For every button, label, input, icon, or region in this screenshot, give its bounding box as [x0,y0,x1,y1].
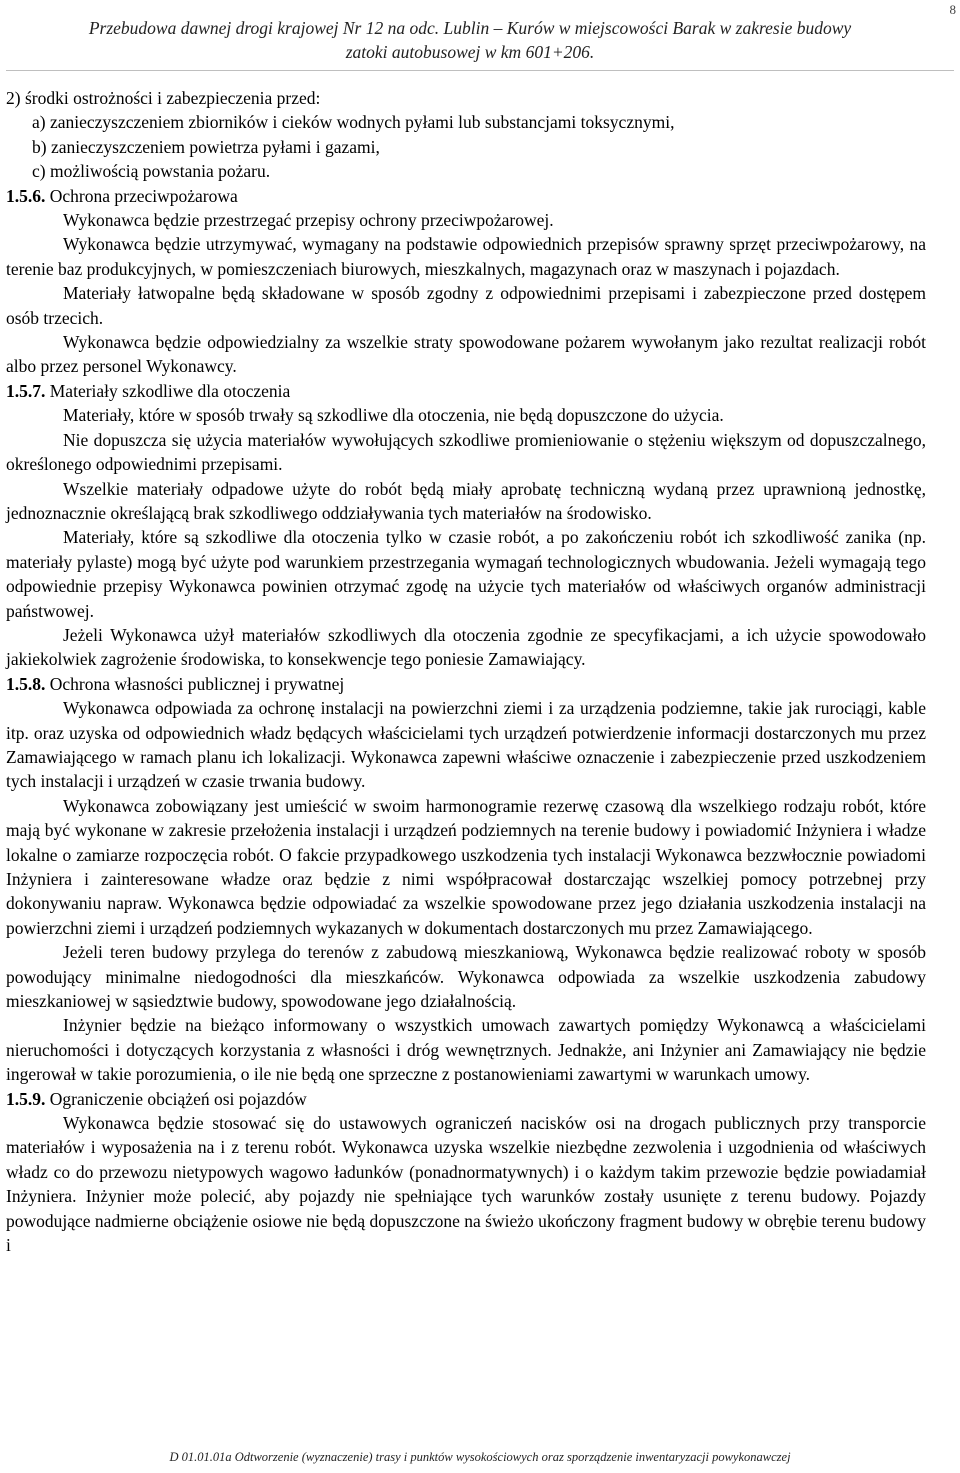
list-item-b: b) zanieczyszczeniem powietrza pyłami i gazami, [32,136,380,157]
paragraph: Wykonawca będzie utrzymywać, wymagany na podstawie odpowiednich przepisów sprawny sprzęt przeciwpożarowy, na terenie baz produkcyjnych, w pomieszczeniach biurowych, mieszkalnych, magazynach oraz w maszynach i pojazdach. [6,234,926,279]
header-divider [6,70,954,71]
paragraph: Wykonawca zobowiązany jest umieścić w swoim harmonogramie rezerwę czasową dla wszelkiego rodzaju robót, które mają być wykonane w zakresie przełożenia instalacji i urządzeń podziemnych na terenie budowy i powiadomić Inżyniera i władze lokalne o zamiarze rozpoczęcia robót. O fakcie przypadkowego uszkodzenia tych instalacji Wykonawca bezzwłocznie powiadomi Inżyniera i zainteresowane władze oraz będzie z nimi współpracował dostarczając wszelkiej pomocy potrzebnej przy dokonywaniu napraw. Wykonawca będzie odpowiadać za wszelkie spowodowane przez jego działania uszkodzenia instalacji na powierzchni ziemi i urządzeń podziemnych wykazanych w dokumentach dostarczonych mu przez Zamawiającego. [6,795,926,938]
section-heading-1-5-9 [6,1087,926,1111]
paragraph: Jeżeli Wykonawca użył materiałów szkodliwych dla otoczenia zgodnie ze specyfikacjami, a ich użycie spowodowało jakiekolwiek zagrożenie środowiska, to konsekwencje tego poniesie Zamawiający. [6,624,926,670]
paragraph: Inżynier będzie na bieżąco informowany o wszystkich umowach zawartych pomiędzy Wykonawcą a właścicielami nieruchomości i dotyczących korzystania z własności i dróg wewnętrznych. Jednakże, ani Inżynier ani Zamawiający nie będzie ingerował w takie porozumienia, o ile nie będą one sprzeczne z postanowieniami zawartymi w warunkach umowy. [6,1015,926,1085]
section-number: 1.5.8. [6,673,46,694]
page-number: 8 [949,2,956,17]
paragraph: Wykonawca będzie odpowiedzialny za wszelkie straty spowodowane pożarem wywołanym jako rezultat realizacji robót albo przez personel Wykonawcy. [6,332,926,377]
document-body [6,86,926,1258]
section-title: Ochrona własności publicznej i prywatnej [49,673,345,694]
list-intro: 2) środki ostrożności i zabezpieczenia przed: [6,88,321,108]
paragraph: Wykonawca będzie stosować się do ustawowych ograniczeń nacisków osi na drogach publicznych przy transporcie materiałów i wyposażenia na i z terenu robót. Wykonawca uzyska wszelkie niezbędne zezwolenia i uzgodnienia od właściwych władz co do przewozu nietypowych wagowo ładunków (ponadnormatywnych) i o każdym takim przewozie będzie powiadamiał Inżyniera. Inżynier może polecić, aby pojazdy nie spełniające tych warunków zostały usunięte z terenu budowy. Pojazdy powodujące nadmierne obciążenie osiowe nie będą dopuszczone na świeżo ukończony fragment budowy w obrębie terenu budowy i [6,1113,926,1256]
section-title: Ochrona przeciwpożarowa [49,185,238,206]
header-title-line-1: Przebudowa dawnej drogi krajowej Nr 12 na odc. Lublin – Kurów w miejscowości Barak w zakresie budowy [88,18,852,38]
paragraph: Wykonawca będzie przestrzegać przepisy ochrony przeciwpożarowej. [63,210,554,231]
paragraph: Wszelkie materiały odpadowe użyte do robót będą miały aprobatę techniczną wydaną przez uprawnioną jednostkę, jednoznacznie określającą brak szkodliwego oddziaływania tych materiałów na środowisko. [6,478,926,523]
page-header [0,16,940,64]
paragraph: Wykonawca odpowiada za ochronę instalacji na powierzchni ziemi i za urządzenia podziemne, takie jak rurociągi, kable itp. oraz uzyska od odpowiednich władz będących właścicielami tych urządzeń potwierdzenie informacji dostarczonych mu przez Zamawiającego w ramach planu ich lokalizacji. Wykonawca zapewni właściwe oznaczenie i zabezpieczenie przed uszkodzeniem tych instalacji i urządzeń w czasie trwania budowy. [6,698,926,792]
page-footer: D 01.01.01a Odtworzenie (wyznaczenie) trasy i punktów wysokościowych oraz sporządzenie inwentaryzacji powykonawczej [169,1450,791,1464]
list-item-a: a) zanieczyszczeniem zbiorników i cieków wodnych pyłami lub substancjami toksycznymi, [32,112,675,133]
section-heading-1-5-6 [6,184,926,208]
section-title: Ograniczenie obciążeń osi pojazdów [49,1088,307,1109]
paragraph: Materiały, które w sposób trwały są szkodliwe dla otoczenia, nie będą dopuszczone do użycia. [63,405,724,426]
section-heading-1-5-8 [6,672,926,696]
section-heading-1-5-7 [6,379,926,403]
section-number: 1.5.9. [6,1088,46,1109]
header-title-line-2: zatoki autobusowej w km 601+206. [345,42,595,62]
paragraph: Jeżeli teren budowy przylega do terenów z zabudową mieszkaniową, Wykonawca będzie realizować roboty w sposób powodujący minimalne niedogodności dla mieszkańców. Wykonawca odpowiada za wszelkie uszkodzenia zabudowy mieszkaniowej w sąsiedztwie budowy, spowodowane jego działalnością. [6,942,926,1012]
section-title: Materiały szkodliwe dla otoczenia [49,380,291,401]
paragraph: Materiały, które są szkodliwe dla otoczenia tylko w czasie robót, a po zakończeniu robót ich szkodliwość zanika (np. materiały pylaste) mogą być użyte pod warunkiem przestrzegania wymagań technologicznych wbudowania. Jeżeli wymagają tego odpowiednie przepisy Wykonawca powinien otrzymać zgodę na użycie tych materiałów od właściwych organów administracji państwowej. [6,527,926,621]
paragraph: Nie dopuszcza się użycia materiałów wywołujących szkodliwe promieniowanie o stężeniu większym od dopuszczalnego, określonego odpowiednimi przepisami. [6,429,926,475]
list-item-c: c) możliwością powstania pożaru. [32,161,271,182]
paragraph: Materiały łatwopalne będą składowane w sposób zgodny z odpowiednimi przepisami i zabezpieczone przed dostępem osób trzecich. [6,283,926,328]
section-number: 1.5.7. [6,380,46,401]
section-number: 1.5.6. [6,185,46,206]
